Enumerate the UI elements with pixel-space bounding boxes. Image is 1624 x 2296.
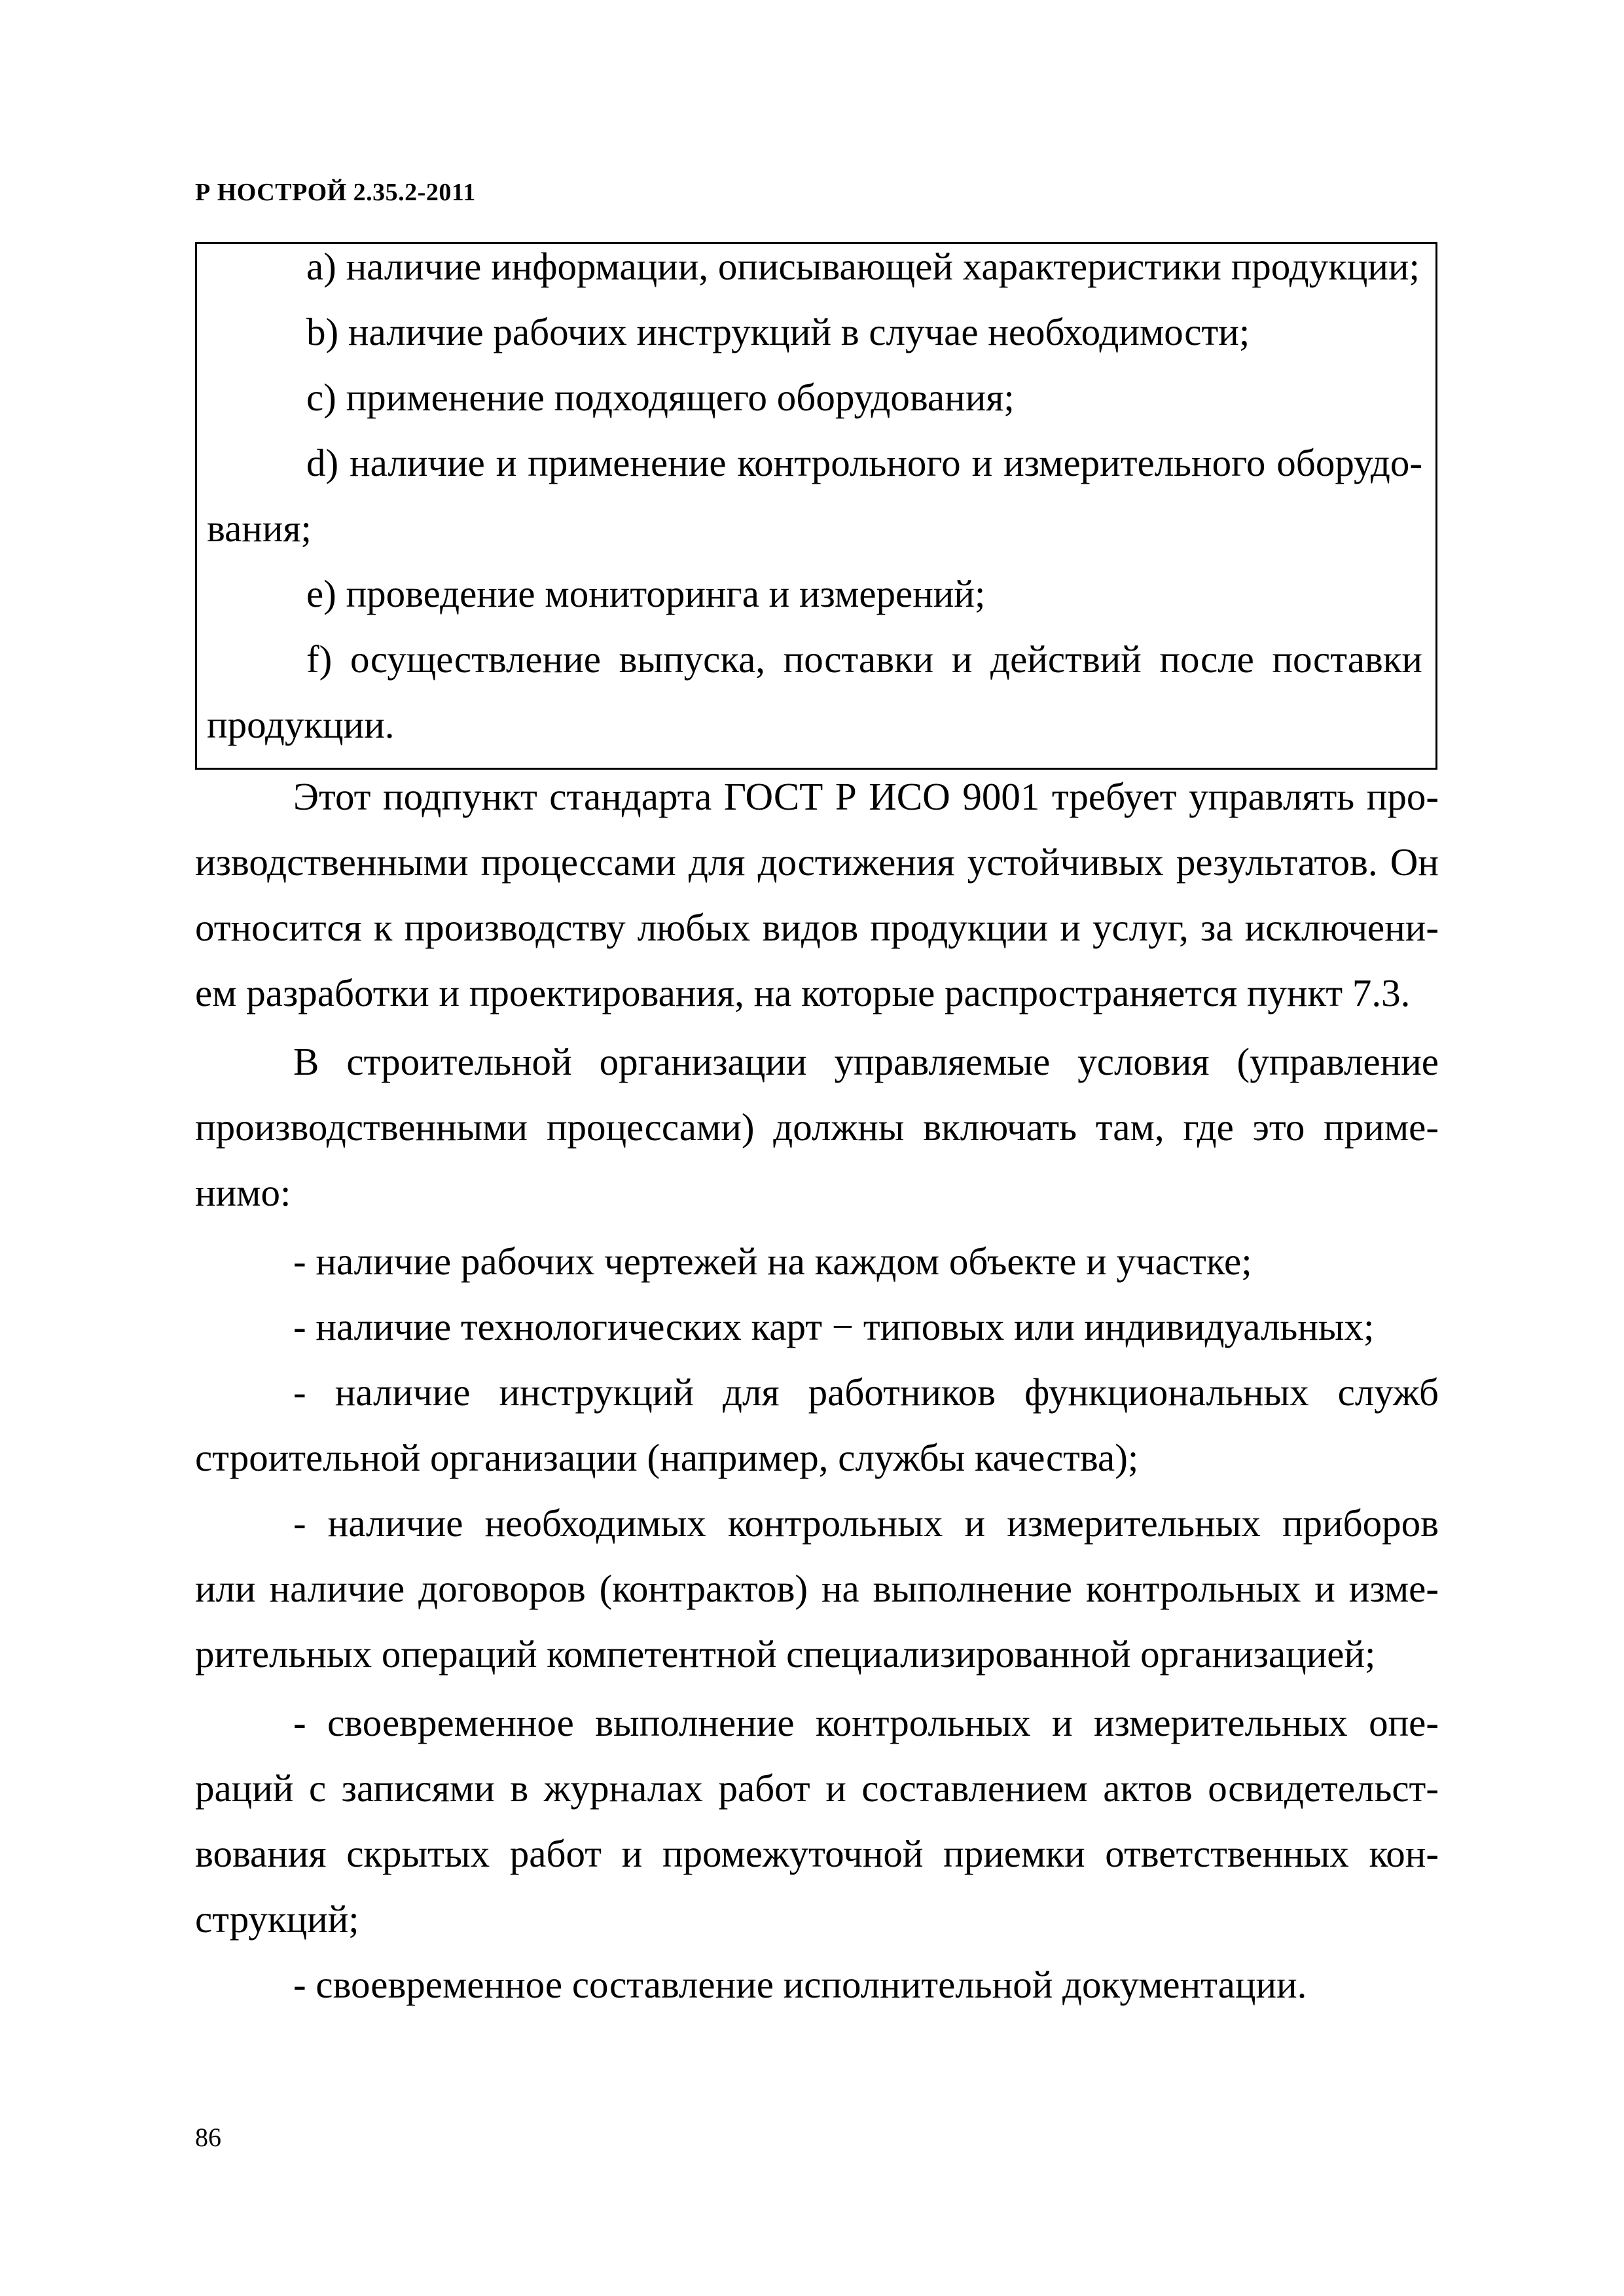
list-item-3-line1: - наличие инструкций для работников функциональных служб bbox=[293, 1371, 1439, 1414]
box-item-d-line1: d) наличие и применение контрольного и измерительного оборудо- bbox=[306, 441, 1422, 484]
para1-line2: изводственными процессами для достижения устойчивых результатов. Он bbox=[195, 840, 1439, 884]
list-item-4-line1: - наличие необходимых контрольных и измерительных приборов bbox=[293, 1501, 1439, 1545]
para2-line3: нимо: bbox=[195, 1171, 291, 1214]
box-item-f-line2: продукции. bbox=[207, 703, 395, 746]
box-item-b: b) наличие рабочих инструкций в случае необходимости; bbox=[306, 310, 1250, 353]
document-header: Р НОСТРОЙ 2.35.2-2011 bbox=[195, 179, 476, 206]
list-item-3-line2: строительной организации (например, службы качества); bbox=[195, 1436, 1139, 1479]
list-item-2: - наличие технологических карт − типовых или индивидуальных; bbox=[293, 1305, 1375, 1348]
page-number: 86 bbox=[195, 2123, 221, 2152]
list-item-5-line2: раций с записями в журналах работ и составлением актов освидетельст- bbox=[195, 1767, 1439, 1810]
list-item-5-line4: струкций; bbox=[195, 1897, 359, 1941]
list-item-5-line1: - своевременное выполнение контрольных и измерительных опе- bbox=[293, 1701, 1439, 1744]
para2-line1: В строительной организации управляемые условия (управление bbox=[293, 1040, 1439, 1083]
box-item-c: c) применение подходящего оборудования; bbox=[306, 376, 1015, 419]
para2-line2: производственными процессами) должны включать там, где это приме- bbox=[195, 1105, 1439, 1149]
box-item-a: a) наличие информации, описывающей характеристики продукции; bbox=[306, 245, 1420, 288]
list-item-6: - своевременное составление исполнительной документации. bbox=[293, 1963, 1307, 2006]
box-item-d-line2: вания; bbox=[207, 507, 312, 550]
list-item-4-line2: или наличие договоров (контрактов) на выполнение контрольных и изме- bbox=[195, 1567, 1439, 1610]
para1-line1: Этот подпункт стандарта ГОСТ Р ИСО 9001 требует управлять про- bbox=[293, 775, 1439, 818]
list-item-1: - наличие рабочих чертежей на каждом объекте и участке; bbox=[293, 1240, 1252, 1283]
box-item-f-line1: f) осуществление выпуска, поставки и действий после поставки bbox=[306, 637, 1422, 681]
list-item-4-line3: рительных операций компетентной специализированной организацией; bbox=[195, 1632, 1376, 1676]
para1-line3: относится к производству любых видов продукции и услуг, за исключени- bbox=[195, 906, 1439, 949]
box-item-e: e) проведение мониторинга и измерений; bbox=[306, 572, 986, 615]
list-item-5-line3: вования скрытых работ и промежуточной приемки ответственных кон- bbox=[195, 1832, 1439, 1875]
para1-line4: ем разработки и проектирования, на которые распространяется пункт 7.3. bbox=[195, 971, 1411, 1014]
